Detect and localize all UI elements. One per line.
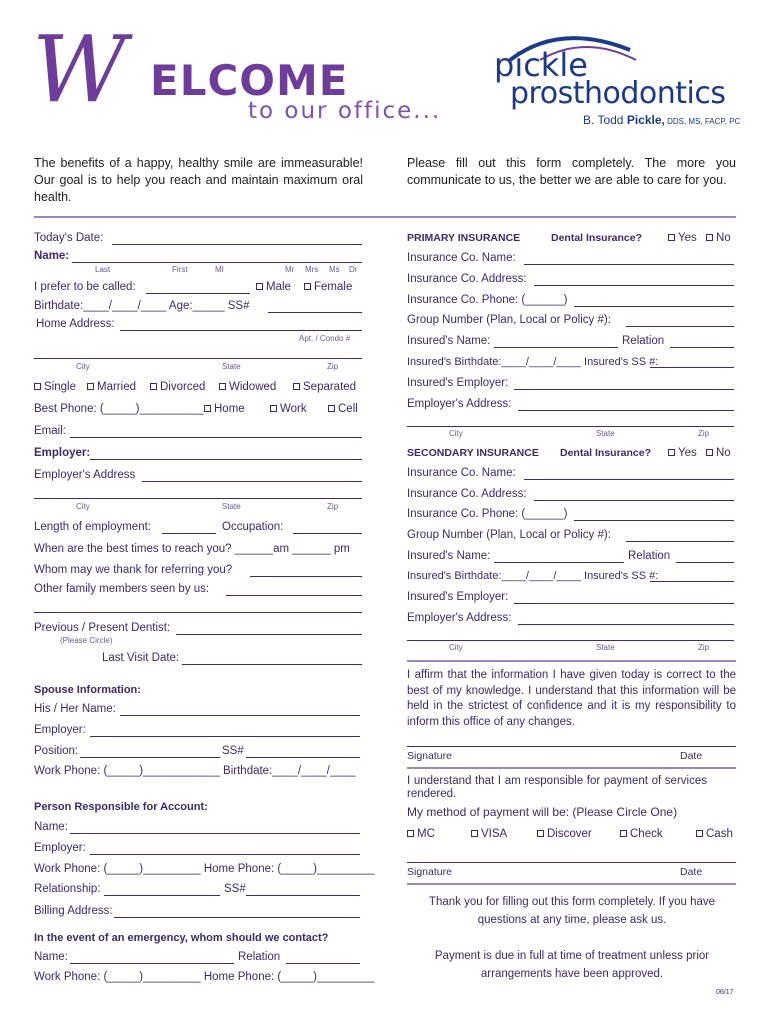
section-divider: [34, 216, 736, 218]
secondary-ins-name-field[interactable]: [524, 479, 734, 480]
primary-insureds-name-field[interactable]: [494, 347, 618, 348]
male-checkbox[interactable]: Male: [256, 281, 291, 293]
welcome-text: ELCOME: [150, 56, 349, 105]
length-label: Length of employment:: [34, 521, 151, 533]
primary-group-number-label: Group Number (Plan, Local or Policy #):: [407, 314, 611, 326]
secondary-city-caption: City: [449, 643, 463, 652]
mr-caption[interactable]: Mr: [285, 265, 295, 274]
spouse-position-label: Position:: [34, 745, 79, 757]
billing-address-field[interactable]: [114, 917, 360, 918]
mc-option[interactable]: MC: [407, 828, 435, 840]
separated-checkbox[interactable]: Separated: [293, 381, 356, 393]
employer-state-caption: State: [222, 502, 241, 511]
logo-pickle: pickle: [494, 46, 588, 84]
emergency-phones-field[interactable]: Work Phone: (_____)_________ Home Phone: (_____)_________: [34, 971, 375, 983]
secondary-yes-checkbox[interactable]: Yes: [668, 447, 697, 459]
spouse-employer-label: Employer:: [34, 724, 86, 736]
employer-label: Employer:: [34, 447, 91, 459]
primary-yes-checkbox[interactable]: Yes: [668, 232, 697, 244]
other-family-field-2[interactable]: [34, 612, 362, 613]
emergency-name-field[interactable]: [70, 963, 234, 964]
primary-insureds-employer-label: Insured's Employer:: [407, 377, 509, 389]
dr-caption[interactable]: Dr: [349, 265, 358, 274]
right-divider-2: [407, 767, 736, 769]
person-responsible-heading: Person Responsible for Account:: [34, 801, 208, 813]
primary-city-caption: City: [449, 429, 463, 438]
secondary-employers-address-field[interactable]: [518, 624, 734, 625]
welcome-subtitle: to our office...: [248, 98, 442, 124]
secondary-insureds-employer-label: Insured's Employer:: [407, 591, 509, 603]
employers-address-label: Employer's Address: [34, 469, 136, 481]
affirm-statement: I affirm that the information I have given today is correct to the best of my knowledge. I understand that this information will be held in the strictest of confidence and it is my responsibility to inform this office of any changes.: [407, 669, 736, 728]
secondary-insureds-name-field[interactable]: [494, 562, 624, 563]
welcome-big-w: W: [32, 16, 127, 123]
referring-field[interactable]: [250, 576, 362, 577]
primary-relation-label: Relation: [622, 335, 665, 347]
relationship-label: Relationship:: [34, 883, 101, 895]
widowed-checkbox[interactable]: Widowed: [219, 381, 276, 393]
secondary-insureds-ss-field[interactable]: [650, 581, 734, 582]
home-address-label: Home Address:: [36, 318, 115, 330]
email-label: Email:: [34, 425, 66, 437]
primary-no-checkbox[interactable]: No: [706, 232, 731, 244]
responsible-employer-field[interactable]: [90, 854, 360, 855]
payment-signature-line[interactable]: [407, 862, 736, 863]
payment-signature-caption: Signature: [407, 866, 452, 878]
primary-city-state-zip-field[interactable]: [407, 426, 734, 427]
primary-ins-phone-label: Insurance Co. Phone: (______): [407, 294, 568, 306]
ss-field[interactable]: [268, 312, 362, 313]
secondary-ins-phone-label: Insurance Co. Phone: (______): [407, 508, 568, 520]
spouse-ss-label: SS#: [222, 745, 244, 757]
secondary-ins-address-field[interactable]: [534, 500, 734, 501]
secondary-ins-address-label: Insurance Co. Address:: [407, 488, 527, 500]
relationship-field[interactable]: [104, 895, 220, 896]
primary-employers-address-field[interactable]: [518, 410, 734, 411]
last-visit-label: Last Visit Date:: [102, 652, 180, 664]
city-state-zip-field[interactable]: [34, 358, 362, 359]
primary-insureds-ss-field[interactable]: [650, 367, 734, 368]
spouse-ss-field[interactable]: [246, 757, 360, 758]
other-family-field[interactable]: [226, 595, 362, 596]
secondary-group-number-label: Group Number (Plan, Local or Policy #):: [407, 529, 611, 541]
single-checkbox[interactable]: Single: [34, 381, 76, 393]
primary-insurance-heading: PRIMARY INSURANCE: [407, 232, 521, 244]
payment-responsibility: I understand that I am responsible for payment of services rendered.: [407, 775, 707, 800]
occupation-field[interactable]: [293, 533, 362, 534]
employer-city-caption: City: [76, 502, 90, 511]
right-divider-1: [407, 660, 736, 662]
responsible-ss-field[interactable]: [246, 895, 360, 896]
affirm-signature-line[interactable]: [407, 746, 736, 747]
email-field[interactable]: [70, 437, 362, 438]
intro-left: The benefits of a happy, healthy smile are immeasurable! Our goal is to help you reach and maintain maximum oral health.: [34, 156, 363, 204]
responsible-name-label: Name:: [34, 821, 68, 833]
primary-insureds-birthdate-field[interactable]: Insured's Birthdate:____/____/____ Insured's SS #:: [407, 356, 659, 368]
emergency-heading: In the event of an emergency, whom should we contact?: [34, 932, 329, 944]
name-field[interactable]: [72, 262, 362, 263]
previous-dentist-label: Previous / Present Dentist:: [34, 622, 171, 634]
emergency-relation-field[interactable]: [286, 963, 360, 964]
secondary-dental-insurance-label: Dental Insurance?: [560, 447, 652, 459]
length-field[interactable]: [162, 533, 216, 534]
spouse-info-heading: Spouse Information:: [34, 684, 141, 696]
primary-state-caption: State: [596, 429, 615, 438]
spouse-employer-field[interactable]: [90, 736, 360, 737]
employer-zip-caption: Zip: [327, 502, 339, 511]
best-times-field[interactable]: When are the best times to reach you? ______am ______ pm: [34, 543, 350, 555]
prefer-field[interactable]: [146, 293, 250, 294]
mrs-caption[interactable]: Mrs: [305, 265, 319, 274]
primary-ins-phone-field[interactable]: [574, 306, 734, 307]
state-caption: State: [222, 362, 241, 371]
married-checkbox[interactable]: Married: [87, 381, 136, 393]
form-version: 06/17: [716, 989, 734, 996]
responsible-ss-label: SS#: [224, 883, 246, 895]
secondary-no-checkbox[interactable]: No: [706, 447, 731, 459]
please-circle-caption: (Please Circle): [60, 636, 113, 645]
name-label: Name:: [34, 250, 70, 262]
spouse-name-label: His / Her Name:: [34, 703, 116, 715]
other-family-label: Other family members seen by us:: [34, 583, 210, 595]
spouse-name-field[interactable]: [120, 715, 360, 716]
primary-employers-address-label: Employer's Address:: [407, 398, 512, 410]
primary-group-number-field[interactable]: [626, 326, 734, 327]
thank-you-note: Thank you for filling out this form completely. If you have questions at any time, please ask us.: [428, 896, 716, 926]
todays-date-label: Today's Date:: [34, 232, 104, 244]
apt-caption: Apt. / Condo #: [299, 334, 351, 343]
occupation-label: Occupation:: [222, 521, 284, 533]
last-caption: Last: [95, 265, 111, 274]
emergency-relation-label: Relation: [238, 951, 281, 963]
check-option[interactable]: Check: [620, 828, 663, 840]
primary-ins-name-field[interactable]: [524, 264, 734, 265]
payment-due-note: Payment is due in full at time of treatment unless prior arrangements have been approved.: [434, 950, 710, 980]
secondary-group-number-field[interactable]: [626, 541, 734, 542]
primary-ins-name-label: Insurance Co. Name:: [407, 252, 516, 264]
payment-date-caption: Date: [680, 866, 703, 878]
employer-field[interactable]: [90, 459, 362, 460]
employers-address-field[interactable]: [142, 481, 362, 482]
secondary-insurance-heading: SECONDARY INSURANCE: [407, 447, 539, 459]
secondary-zip-caption: Zip: [698, 643, 710, 652]
visa-option[interactable]: VISA: [471, 828, 507, 840]
secondary-employers-address-label: Employer's Address:: [407, 612, 512, 624]
secondary-insureds-name-label: Insured's Name:: [407, 550, 491, 562]
primary-zip-caption: Zip: [698, 429, 710, 438]
primary-ins-address-field[interactable]: [534, 285, 734, 286]
primary-insureds-name-label: Insured's Name:: [407, 335, 491, 347]
referring-label: Whom may we thank for referring you?: [34, 564, 233, 576]
work-checkbox[interactable]: Work: [270, 403, 307, 415]
cell-checkbox[interactable]: Cell: [328, 403, 358, 415]
mi-caption: MI: [215, 265, 224, 274]
intro-right: Please fill out this form completely. The more you communicate to us, the better we are able to care for you.: [407, 156, 736, 187]
cash-option[interactable]: Cash: [696, 828, 733, 840]
zip-caption: Zip: [327, 362, 339, 371]
secondary-insureds-birthdate-field[interactable]: Insured's Birthdate:____/____/____ Insured's SS #:: [407, 570, 659, 582]
primary-insureds-employer-field[interactable]: [514, 389, 734, 390]
secondary-insureds-employer-field[interactable]: [514, 603, 734, 604]
female-checkbox[interactable]: Female: [304, 281, 352, 293]
home-checkbox[interactable]: Home: [204, 403, 245, 415]
doctor-name: B. Todd Pickle, DDS, MS, FACP, PC: [583, 113, 741, 127]
divorced-checkbox[interactable]: Divorced: [150, 381, 205, 393]
responsible-phones-field[interactable]: Work Phone: (_____)_________ Home Phone: (_____)_________: [34, 863, 375, 875]
best-phone-field[interactable]: Best Phone: (_____)__________: [34, 403, 204, 415]
right-divider-3: [407, 883, 736, 885]
ms-caption[interactable]: Ms: [329, 265, 340, 274]
responsible-name-field[interactable]: [70, 833, 360, 834]
spouse-work-phone-field[interactable]: Work Phone: (_____)____________ Birthdate:____/____/____: [34, 765, 356, 777]
secondary-city-state-zip-field[interactable]: [407, 640, 734, 641]
secondary-ins-name-label: Insurance Co. Name:: [407, 467, 516, 479]
secondary-state-caption: State: [596, 643, 615, 652]
secondary-ins-phone-field[interactable]: [574, 520, 734, 521]
responsible-employer-label: Employer:: [34, 842, 86, 854]
home-address-field[interactable]: [120, 330, 362, 331]
primary-ins-address-label: Insurance Co. Address:: [407, 273, 527, 285]
todays-date-field[interactable]: [112, 244, 362, 245]
first-caption: First: [172, 265, 188, 274]
city-caption: City: [76, 362, 90, 371]
spouse-position-field[interactable]: [80, 757, 220, 758]
payment-method-statement: My method of payment will be: (Please Circle One): [407, 805, 678, 819]
affirm-date-caption: Date: [680, 750, 703, 762]
discover-option[interactable]: Discover: [537, 828, 592, 840]
primary-relation-field[interactable]: [670, 347, 734, 348]
logo-prosthodontics: prosthodontics: [510, 76, 726, 111]
emergency-name-label: Name:: [34, 951, 68, 963]
prefer-label: I prefer to be called:: [34, 281, 136, 293]
secondary-relation-label: Relation: [628, 550, 671, 562]
affirm-signature-caption: Signature: [407, 750, 452, 762]
last-visit-field[interactable]: [182, 664, 362, 665]
primary-dental-insurance-label: Dental Insurance?: [551, 232, 643, 244]
employer-city-state-zip-field[interactable]: [34, 498, 362, 499]
billing-address-label: Billing Address:: [34, 905, 113, 917]
secondary-relation-field[interactable]: [676, 562, 734, 563]
birthdate-age-ss[interactable]: Birthdate:____/____/____ Age:_____ SS#: [34, 300, 250, 312]
previous-dentist-field[interactable]: [176, 634, 362, 635]
